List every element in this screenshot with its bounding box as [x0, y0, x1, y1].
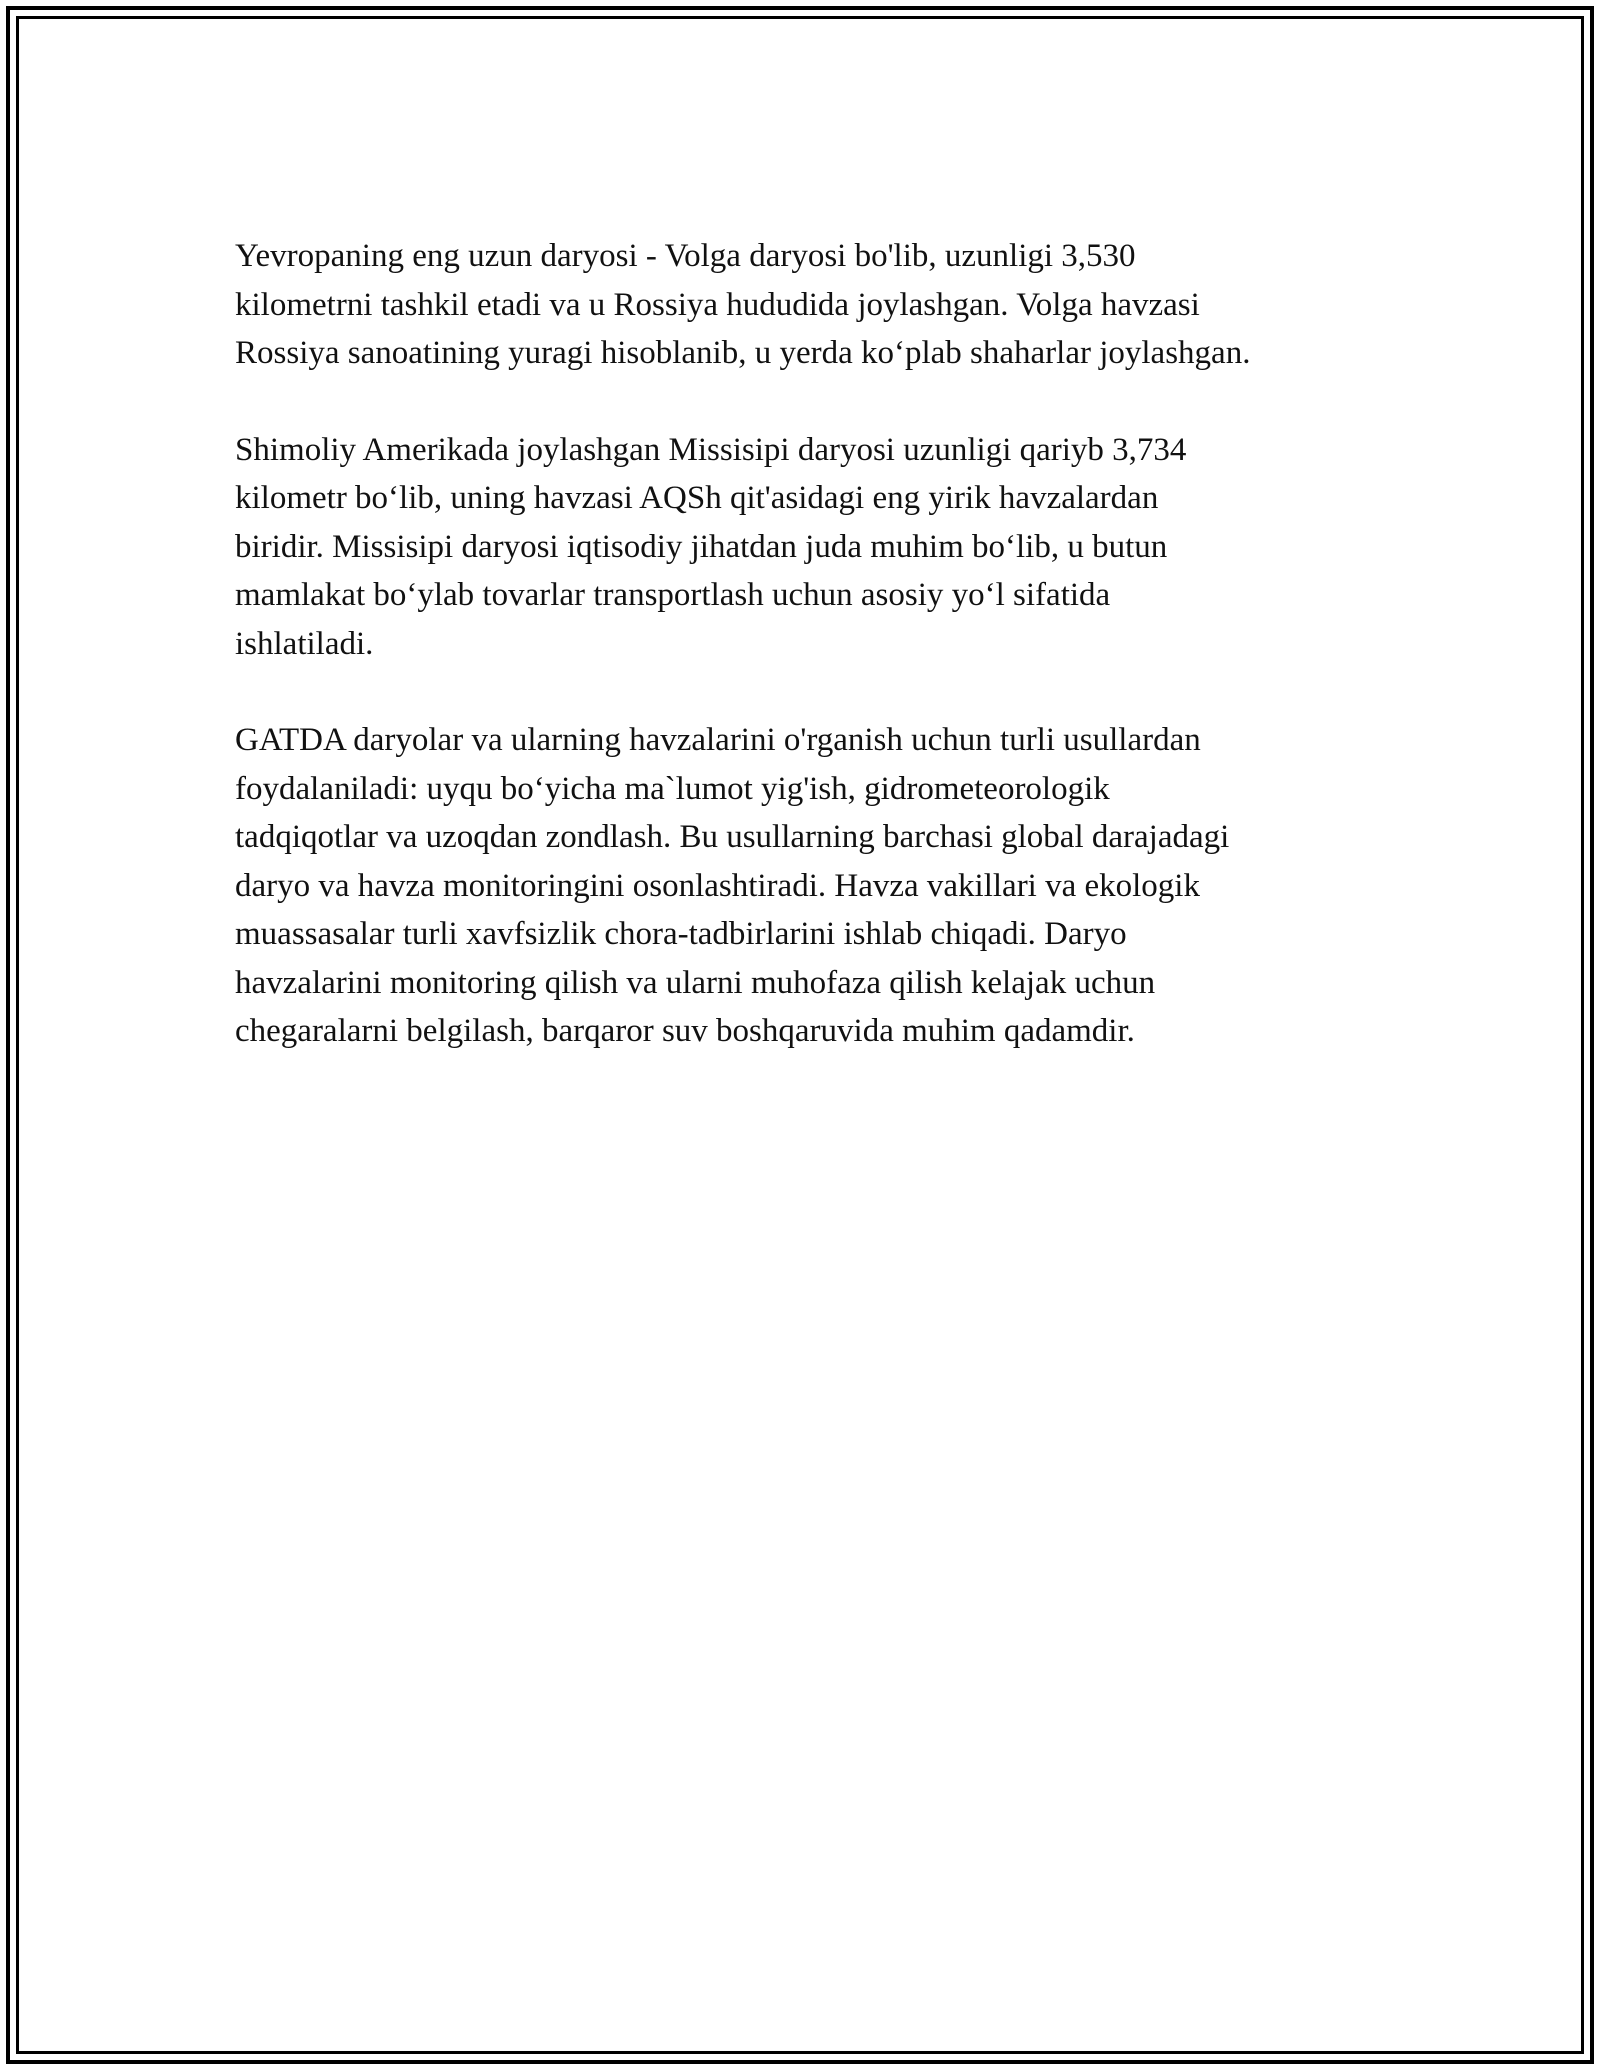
text-line: havzalarini monitoring qilish va ularni muhofaza qilish kelajak uchun — [235, 964, 1156, 1001]
text-line: kilometr bo‘lib, uning havzasi AQSh qit'asidagi eng yirik havzalardan — [235, 480, 1159, 516]
text-line: GATDA daryolar va ularning havzalarini o'rganish uchun turli usullardan — [235, 722, 1201, 758]
text-line: ishlatiladi. — [235, 625, 374, 662]
document-body — [235, 232, 1385, 1104]
paragraph-volga — [235, 232, 1385, 378]
text-line: kilometrni tashkil etadi va u Rossiya hududida joylashgan. Volga havzasi — [235, 286, 1200, 323]
text-line: mamlakat bo‘ylab tovarlar transportlash uchun asosiy yo‘l sifatida — [235, 577, 1111, 613]
text-line: foydalaniladi: uyqu bo‘yicha ma`lumot yig'ish, gidrometeorologik — [235, 770, 1110, 807]
text-line: biridir. Missisipi daryosi iqtisodiy jihatdan juda muhim bo‘lib, u butun — [235, 528, 1168, 565]
text-line: Shimoliy Amerikada joylashgan Missisipi daryosi uzunligi qariyb 3,734 — [235, 431, 1187, 468]
text-line: chegaralarni belgilash, barqaror suv boshqaruvida muhim qadamdir. — [235, 1013, 1135, 1049]
paragraph-gatda — [235, 716, 1385, 1056]
paragraph-mississippi — [235, 426, 1385, 669]
text-line: Yevropaning eng uzun daryosi - Volga daryosi bo'lib, uzunligi 3,530 — [235, 238, 1136, 274]
text-line: daryo va havza monitoringini osonlashtiradi. Havza vakillari va ekologik — [235, 867, 1200, 904]
text-line: tadqiqotlar va uzoqdan zondlash. Bu usullarning barchasi global darajadagi — [235, 819, 1230, 855]
text-line: Rossiya sanoatining yuragi hisoblanib, u yerda ko‘plab shaharlar joylashgan. — [235, 335, 1251, 371]
text-line: muassasalar turli xavfsizlik chora-tadbirlarini ishlab chiqadi. Daryo — [235, 916, 1127, 952]
